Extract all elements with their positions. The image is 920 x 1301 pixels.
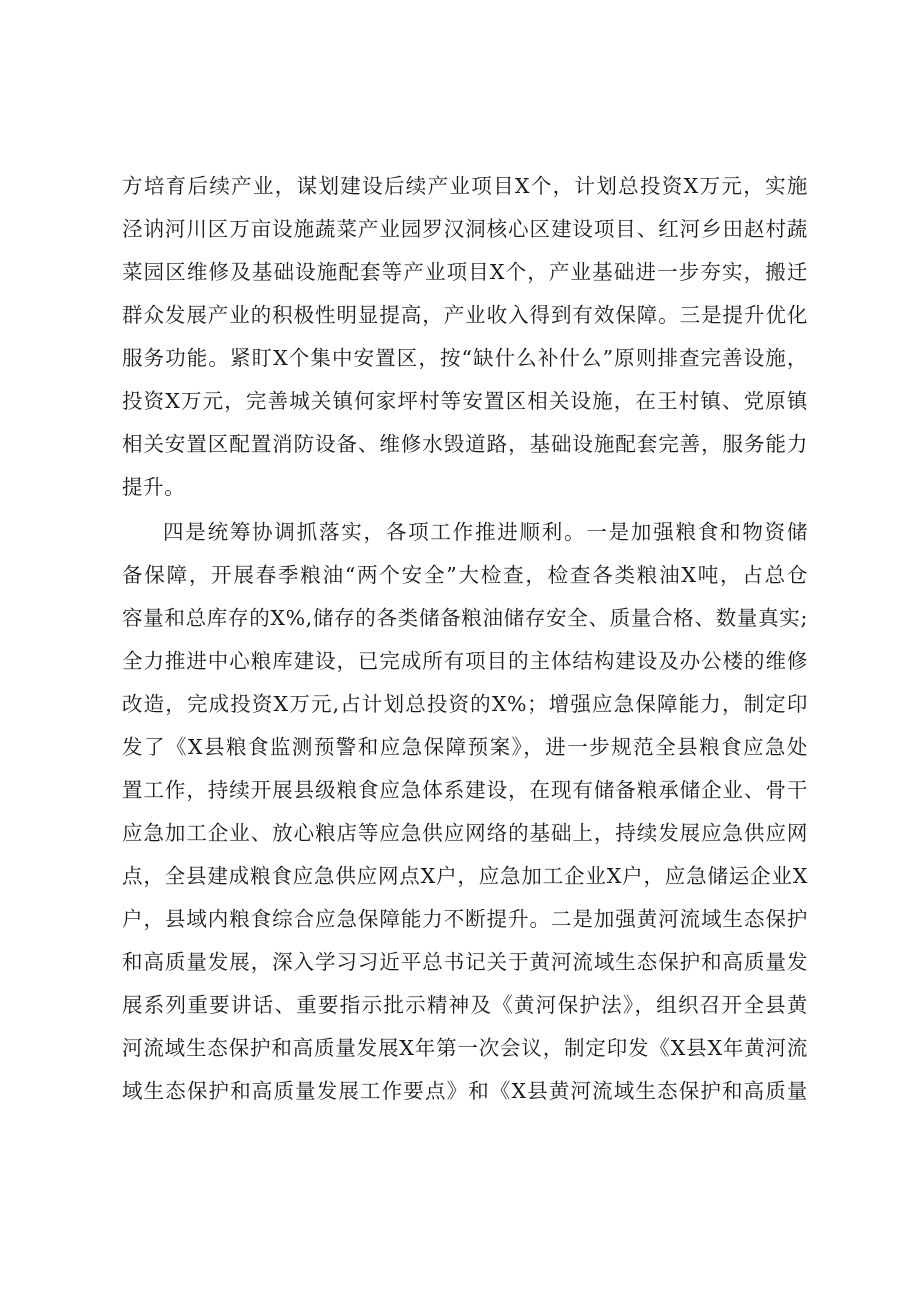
text-line: 发了《X县粮食监测预警和应急保障预案》，进一步规范全县粮食应急处 [122, 735, 808, 759]
text-line: 点，全县建成粮食应急供应网点X户，应急加工企业X户，应急储运企业X [122, 864, 808, 888]
text-line: 提升。 [122, 475, 186, 499]
text-line: 全力推进中心粮库建设，已完成所有项目的主体结构建设及办公楼的维修 [122, 649, 808, 673]
text-line: 方培育后续产业，谋划建设后续产业项目X个，计划总投资X万元，实施 [122, 174, 808, 198]
text-line: 投资X万元，完善城关镇何家坪村等安置区相关设施，在王村镇、党原镇 [122, 389, 808, 413]
text-line: 菜园区维修及基础设施配套等产业项目X个，产业基础进一步夯实，搬迁 [122, 260, 808, 284]
text-line: 置工作，持续开展县级粮食应急体系建设，在现有储备粮承储企业、骨干 [122, 778, 808, 802]
text-line: 应急加工企业、放心粮店等应急供应网络的基础上，持续发展应急供应网 [122, 821, 808, 845]
text-line: 域生态保护和高质量发展工作要点》和《X县黄河流域生态保护和高质量 [122, 1079, 808, 1103]
text-line: 展系列重要讲话、重要指示批示精神及《黄河保护法》，组织召开全县黄 [122, 993, 808, 1017]
text-line: 服务功能。紧盯X个集中安置区，按“缺什么补什么”原则排查完善设施， [122, 346, 808, 370]
text-line: 河流域生态保护和高质量发展X年第一次会议，制定印发《X县X年黄河流 [122, 1036, 808, 1060]
text-line: 群众发展产业的积极性明显提高，产业收入得到有效保障。三是提升优化 [122, 303, 808, 327]
text-line: 相关安置区配置消防设备、维修水毁道路，基础设施配套完善，服务能力 [122, 432, 808, 456]
text-line: 容量和总库存的X%,储存的各类储备粮油储存安全、质量合格、数量真实; [122, 606, 808, 630]
paragraph-first-line: 四是统筹协调抓落实，各项工作推进顺利。一是加强粮食和物资储 [163, 520, 808, 544]
text-line: 改造，完成投资X万元,占计划总投资的X%；增强应急保障能力，制定印 [122, 692, 808, 716]
text-line: 泾讷河川区万亩设施蔬菜产业园罗汉洞核心区建设项目、红河乡田赵村蔬 [122, 217, 808, 241]
text-line: 和高质量发展，深入学习习近平总书记关于黄河流域生态保护和高质量发 [122, 950, 808, 974]
text-line: 户，县域内粮食综合应急保障能力不断提升。二是加强黄河流域生态保护 [122, 907, 808, 931]
text-line: 备保障，开展春季粮油“两个安全”大检查，检查各类粮油X吨，占总仓 [122, 563, 808, 587]
